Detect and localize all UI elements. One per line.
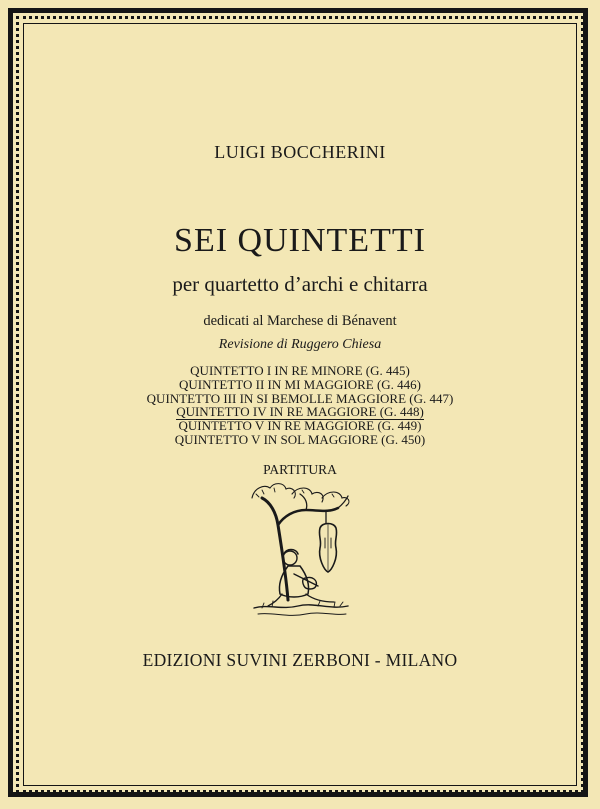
- publisher-line: EDIZIONI SUVINI ZERBONI - MILANO: [142, 650, 458, 670]
- work-item: QUINTETTO V IN SOL MAGGIORE (G. 450): [174, 431, 426, 447]
- work-item: QUINTETTO II IN MI MAGGIORE (G. 446): [178, 376, 422, 392]
- composer-name: LUIGI BOCCHERINI: [214, 142, 386, 162]
- work-item: QUINTETTO I IN RE MINORE (G. 445): [190, 363, 410, 378]
- revision-credit: Revisione di Ruggero Chiesa: [218, 337, 382, 352]
- work-item-current: QUINTETTO IV IN RE MAGGIORE (G. 448): [176, 404, 424, 420]
- score-label: PARTITURA: [263, 462, 337, 477]
- instrumentation-subtitle: per quartetto d’archi e chitarra: [172, 272, 428, 296]
- musician-under-tree-illustration: [248, 480, 353, 625]
- dedication-line: dedicati al Marchese di Bénavent: [203, 313, 397, 329]
- works-list: [0, 364, 600, 447]
- work-item: QUINTETTO V IN RE MAGGIORE (G. 449): [178, 418, 422, 434]
- work-item: QUINTETTO III IN SI BEMOLLE MAGGIORE (G. 447): [146, 390, 454, 406]
- collection-title: SEI QUINTETTI: [174, 222, 426, 259]
